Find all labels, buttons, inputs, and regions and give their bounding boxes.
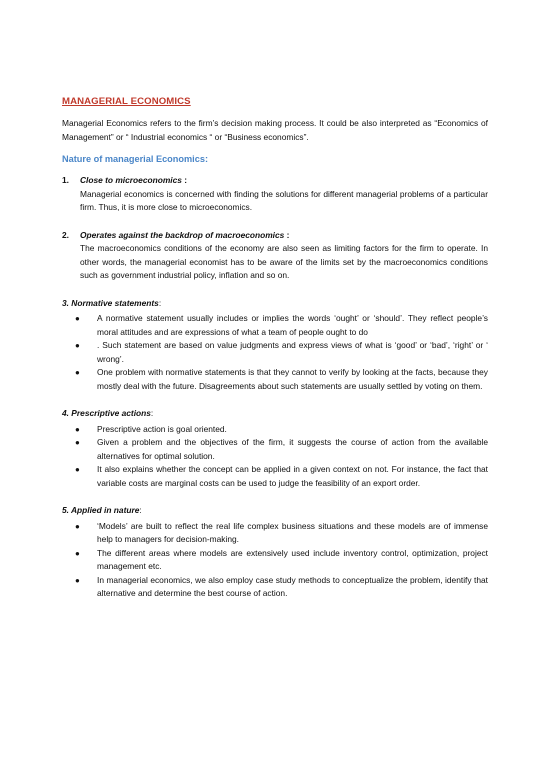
list-item-text: One problem with normative statements is that they cannot to verify by looking at the facts, because they mostly deal with the future. Disagreements about such statements are usually settled by voting on them. [97, 367, 488, 391]
list-item-text: A normative statement usually includes or implies the words ‘ought’ or ‘should’. They reflect people’s moral attitudes and are expressions of what a team of people ought to do [97, 313, 488, 337]
list-item-text: In managerial economics, we also employ case study methods to conceptualize the problem, identify that alternative and determine the best course of action. [97, 574, 488, 598]
item-number: 1. [62, 175, 69, 185]
section-heading [62, 504, 488, 518]
heading-suffix: : [284, 229, 290, 240]
list-item-text: ‘Models’ are built to reflect the real life complex business situations and these models are of immense help to managers for decision-making. [97, 520, 488, 544]
bullet-icon: ● [75, 548, 80, 558]
list-item [62, 574, 488, 601]
heading-suffix: : [181, 175, 188, 185]
list-item [62, 463, 488, 490]
numbered-body: The macroeconomics conditions of the economy are also seen as limiting factors for the firm to operate. In other words, the managerial economist has to be aware of the limits set by the macroeconomics conditions such as government industrial policy, inflation and so on. [80, 243, 488, 280]
list-item [62, 520, 488, 547]
bullet-icon: ● [75, 341, 80, 350]
list-item-text: Prescriptive action is goal oriented. [97, 423, 227, 434]
bullet-list [62, 520, 488, 601]
heading-suffix: : [150, 408, 154, 418]
heading-text: Close to microeconomics [80, 175, 182, 185]
heading-text: Operates against the backdrop of macroeconomics [80, 229, 285, 240]
bullet-icon: ● [75, 575, 80, 585]
numbered-body: Managerial economics is concerned with finding the solutions for different managerial problems of a particular firm. Thus, it is more close to microeconomics. [80, 188, 488, 212]
document-page [62, 96, 488, 615]
bullet-icon: ● [75, 521, 80, 531]
bullet-list [62, 423, 488, 491]
nature-subheading: Nature of managerial Economics: [62, 154, 209, 164]
list-item [62, 366, 488, 393]
section-normative [62, 297, 488, 394]
heading-text: 3. Normative statements [62, 297, 159, 308]
bullet-list [62, 312, 488, 393]
bullet-icon: ● [75, 438, 80, 447]
section-applied [62, 504, 488, 601]
section-heading [62, 297, 488, 311]
numbered-item [62, 229, 488, 283]
numbered-heading [62, 229, 488, 243]
bullet-icon: ● [75, 424, 80, 434]
heading-text: 4. Prescriptive actions [62, 408, 151, 418]
heading-suffix: : [158, 297, 162, 308]
section-prescriptive [62, 407, 488, 490]
section-heading [62, 407, 488, 421]
bullet-icon: ● [75, 465, 80, 474]
list-item [62, 436, 488, 463]
list-item-text: The different areas where models are extensively used include inventory control, optimization, project management etc. [97, 547, 488, 571]
document-title: MANAGERIAL ECONOMICS [62, 96, 191, 107]
numbered-heading [62, 174, 488, 188]
list-item [62, 339, 488, 366]
intro-paragraph: Managerial Economics refers to the firm’s decision making process. It could be also interpreted as “Economics of Management” or “ Industrial economics “ or “Business economics”. [62, 118, 488, 142]
list-item-text: It also explains whether the concept can be applied in a given context on not. For instance, the fact that variable costs are marginal costs can be used to judge the feasibility of an export order. [97, 464, 488, 488]
list-item [62, 312, 488, 339]
heading-text: 5. Applied in nature [62, 505, 140, 515]
item-number: 2. [62, 229, 69, 240]
numbered-item [62, 174, 488, 215]
bullet-icon: ● [75, 314, 80, 323]
list-item-text: . Such statement are based on value judgments and express views of what is ‘good’ or ‘bad’, ‘right’ or ‘ wrong’. [97, 340, 488, 364]
bullet-icon: ● [75, 368, 80, 377]
heading-suffix: : [139, 505, 142, 515]
list-item [62, 423, 488, 437]
list-item [62, 547, 488, 574]
list-item-text: Given a problem and the objectives of the firm, it suggests the course of action from the available alternatives for optimal solution. [97, 437, 488, 461]
